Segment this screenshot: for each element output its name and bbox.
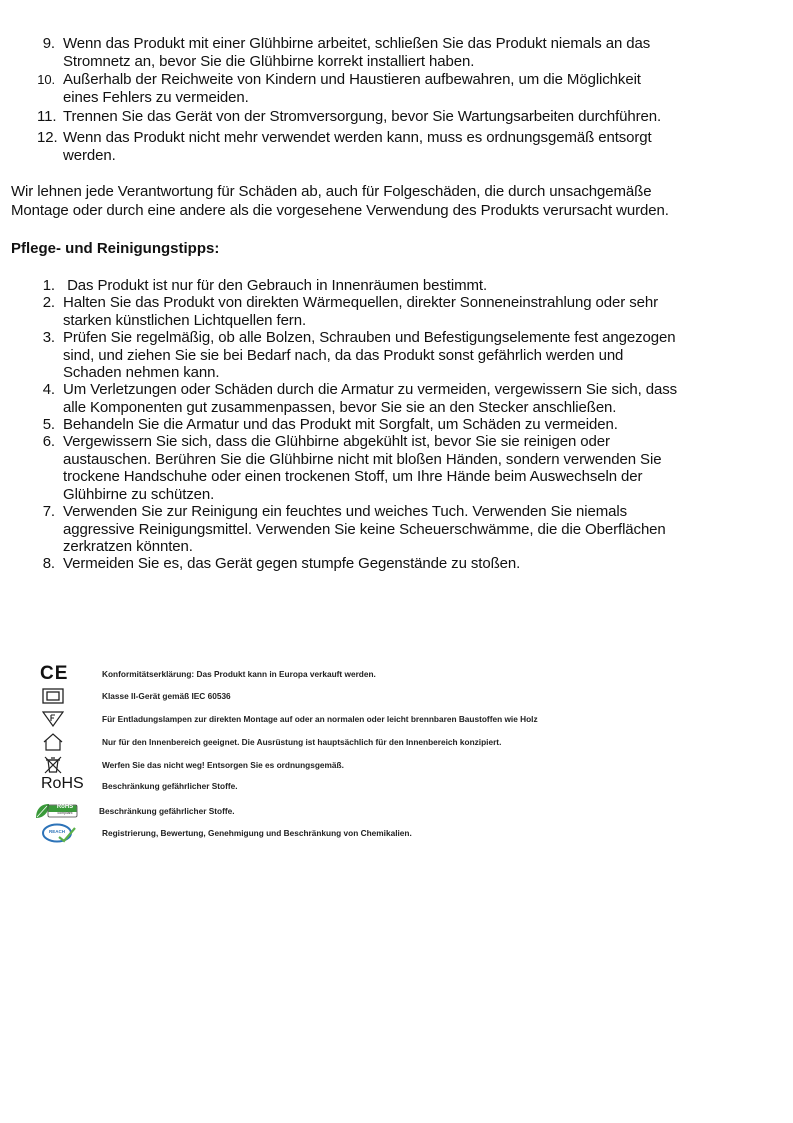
symbol-description: Nur für den Innenbereich geeignet. Die Ausrüstung ist hauptsächlich für den Innenbereich konzipiert.: [102, 737, 502, 747]
f-triangle-svg: [42, 711, 64, 727]
list-number: 9.: [42, 35, 55, 52]
line: Montage oder durch eine andere als die vorgesehene Verwendung des Produkts verursacht wurden.: [11, 202, 669, 219]
list-text: [63, 277, 743, 295]
line: Vergewissern Sie sich, dass die Glühbirne abgekühlt ist, bevor Sie sie reinigen oder: [63, 433, 610, 450]
list-text: [63, 416, 743, 434]
line: trockene Handschuhe oder einen trockenen Stoff, um Ihre Hände beim Auswechseln der: [63, 468, 643, 485]
list-text: [63, 294, 743, 329]
symbol-row: [0, 773, 793, 795]
line: Stromnetz an, bevor Sie die Glühbirne korrekt installiert haben.: [63, 52, 475, 70]
line: aggressive Reinigungsmittel. Verwenden Sie keine Scheuerschwämme, die die Oberflächen: [63, 520, 666, 538]
symbol-row: [0, 822, 793, 844]
line: alle Komponenten gut zusammenpassen, bevor Sie sie an den Stecker anschließen.: [63, 398, 617, 416]
f-mark-triangle-icon: [42, 708, 92, 730]
reach-logo-icon: [41, 822, 81, 844]
symbol-description: Beschränkung gefährlicher Stoffe.: [102, 781, 238, 791]
line: eines Fehlers zu vermeiden.: [63, 88, 249, 106]
disclaimer-paragraph: [11, 182, 771, 220]
line: Schaden nehmen kann.: [63, 364, 220, 381]
list-number: 5.: [42, 416, 55, 433]
line: sind, und ziehen Sie sie bei Bedarf nach, da das Produkt sonst gefährlich werden und: [63, 346, 624, 364]
rohs-compliant-leaf-icon: [34, 800, 80, 822]
line: werden.: [63, 146, 116, 164]
symbol-row: [0, 708, 793, 730]
class-ii-icon: [42, 685, 92, 707]
list-text: [63, 71, 743, 106]
line: Wenn das Produkt nicht mehr verwendet werden kann, muss es ordnungsgemäß entsorgt: [63, 129, 652, 146]
list-number: 2.: [42, 294, 55, 311]
ce-mark-text: CE: [40, 663, 69, 684]
list-text: [63, 129, 743, 164]
line: Glühbirne zu schützen.: [63, 485, 215, 503]
list-number: 3.: [42, 329, 55, 346]
list-number: 12.: [37, 129, 58, 146]
line: Halten Sie das Produkt von direkten Wärmequellen, direkter Sonneneinstrahlung oder sehr: [63, 294, 658, 311]
list-text: [63, 503, 743, 556]
list-text: [63, 433, 743, 503]
list-number: 4.: [42, 381, 55, 398]
list-number: 1.: [42, 277, 55, 294]
list-number: 7.: [42, 503, 55, 520]
line: starken künstlichen Lichtquellen fern.: [63, 311, 307, 329]
line: Außerhalb der Reichweite von Kindern und Haustieren aufbewahren, um die Möglichkeit: [63, 71, 641, 88]
house-svg: [42, 733, 64, 751]
list-number: 8.: [42, 555, 55, 572]
line: Behandeln Sie die Armatur und das Produkt mit Sorgfalt, um Schäden zu vermeiden.: [63, 416, 618, 433]
class-ii-svg: [42, 688, 64, 704]
symbol-description: Konformitätserklärung: Das Produkt kann in Europa verkauft werden.: [102, 669, 376, 679]
reach-logo-mark: REACH: [48, 829, 65, 834]
line: austauschen. Berühren Sie die Glühbirne nicht mit bloßen Händen, sondern verwenden Sie: [63, 450, 662, 468]
care-heading: Pflege- und Reinigungstipps:: [11, 240, 220, 257]
line: Um Verletzungen oder Schäden durch die Armatur zu vermeiden, vergewissern Sie sich, dass: [63, 381, 678, 398]
list-text: [63, 35, 743, 70]
line: Vermeiden Sie es, das Gerät gegen stumpfe Gegenstände zu stoßen.: [63, 555, 521, 572]
rohs-mark-text: RoHS: [41, 775, 84, 792]
rohs-logo-submark: compliant: [57, 811, 73, 815]
rohs-logo-mark: RoHS: [56, 804, 74, 810]
symbol-description: Für Entladungslampen zur direkten Montage auf oder an normalen oder leicht brennbaren Baustoffen wie Holz: [102, 714, 538, 724]
line: Wir lehnen jede Verantwortung für Schäden ab, auch für Folgeschäden, die durch unsachgemäße: [11, 183, 652, 200]
symbol-description: Registrierung, Bewertung, Genehmigung und Beschränkung von Chemikalien.: [102, 828, 412, 838]
symbol-description: Klasse II-Gerät gemäß IEC 60536: [102, 691, 231, 701]
line: Verwenden Sie zur Reinigung ein feuchtes und weiches Tuch. Verwenden Sie niemals: [63, 503, 628, 520]
symbol-row: [0, 663, 793, 685]
symbol-description: Werfen Sie das nicht weg! Entsorgen Sie es ordnungsgemäß.: [102, 760, 344, 770]
list-number: 10.: [37, 72, 55, 87]
bin-svg: [42, 756, 64, 774]
list-text: [63, 329, 743, 382]
symbol-row: [0, 731, 793, 753]
symbol-row: [0, 800, 793, 822]
ce-mark-icon: [40, 663, 90, 685]
line: Trennen Sie das Gerät von der Stromversorgung, bevor Sie Wartungsarbeiten durchführen.: [63, 108, 662, 125]
list-text: [63, 381, 743, 416]
list-text: [63, 108, 743, 126]
list-number: 11.: [37, 108, 57, 125]
indoor-house-icon: [42, 731, 92, 753]
symbol-description: Beschränkung gefährlicher Stoffe.: [99, 806, 235, 816]
line: Prüfen Sie regelmäßig, ob alle Bolzen, Schrauben und Befestigungselemente fest angezogen: [63, 329, 676, 346]
line: Das Produkt ist nur für den Gebrauch in Innenräumen bestimmt.: [63, 277, 488, 294]
symbol-row: [0, 685, 793, 707]
line: zerkratzen könnten.: [63, 538, 193, 555]
list-text: [63, 555, 743, 573]
list-number: 6.: [42, 433, 55, 450]
line: Wenn das Produkt mit einer Glühbirne arbeitet, schließen Sie das Produkt niemals an das: [63, 35, 651, 52]
rohs-text-icon: [41, 773, 91, 795]
